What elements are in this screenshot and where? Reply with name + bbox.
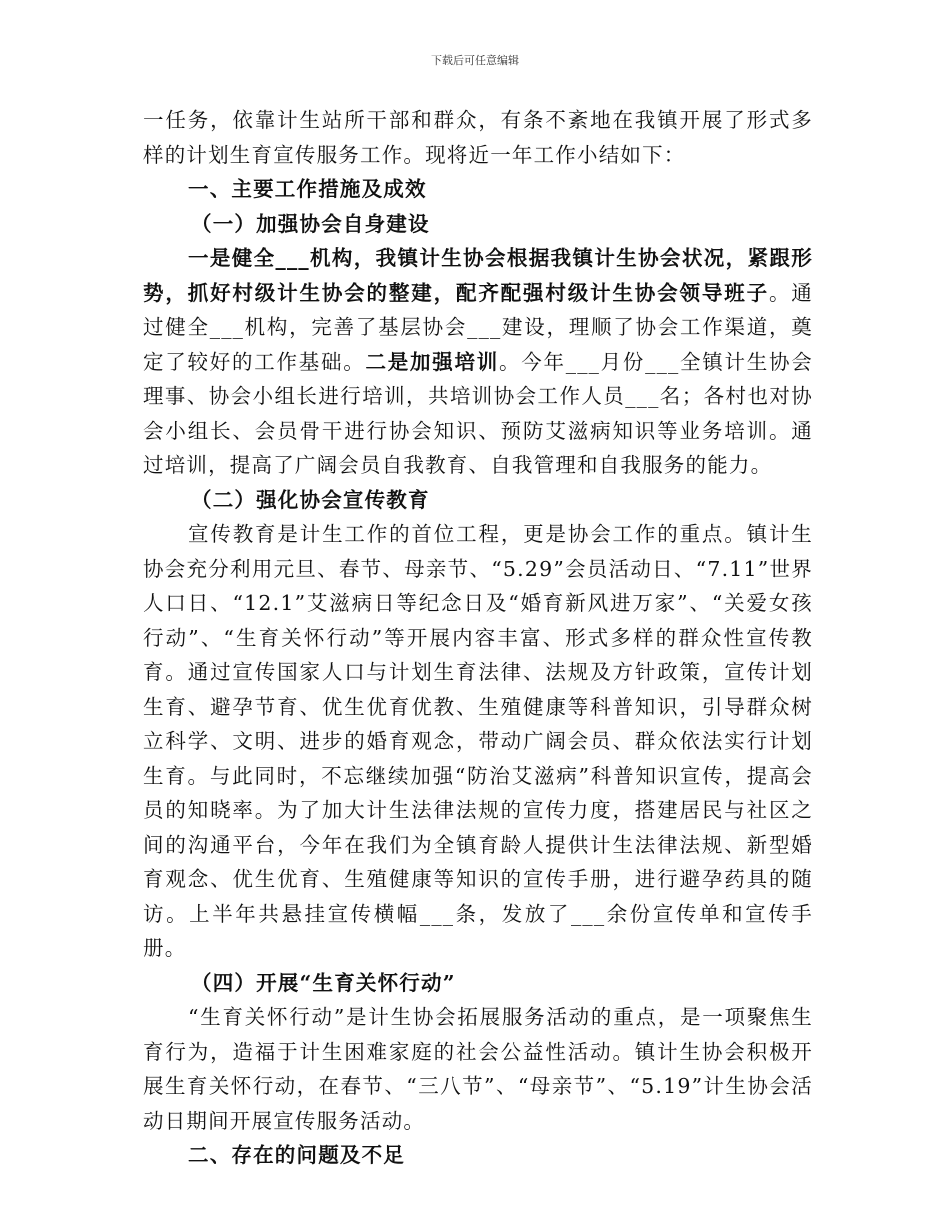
document-body	[143, 103, 813, 1173]
bold-point-two: 二是加强培训	[365, 349, 499, 374]
paragraph-publicity: 宣传教育是计生工作的首位工程，更是协会工作的重点。镇计生协会充分利用元旦、春节、母亲节、“5.29”会员活动日、“7.11”世界人口日、“12.1”艾滋病日等纪念日及“婚育新风进万家”、“关爱女孩行动”、“生育关怀行动”等开展内容丰富、形式多样的群众性宣传教育。通过宣传国家人口与计划生育法律、法规及方针政策，宣传计划生育、避孕节育、优生优育优教、生殖健康等科普知识，引导群众树立科学、文明、进步的婚育观念，带动广阔会员、群众依法实行计划生育。与此同时，不忘继续加强“防治艾滋病”科普知识宣传，提高会员的知晓率。为了加大计生法律法规的宣传力度，搭建居民与社区之间的沟通平台，今年在我们为全镇育龄人提供计生法律法规、新型婚育观念、优生优育、生殖健康等知识的宣传手册，进行避孕药具的随访。上半年共悬挂宣传横幅___条，发放了___余份宣传单和宣传手册。	[143, 522, 813, 960]
heading-main-measures: 一、主要工作措施及成效	[188, 177, 427, 201]
subheading-care-action: （四）开展“生育关怀行动”	[191, 970, 456, 995]
paragraph-intro: 一任务，依靠计生站所干部和群众，有条不紊地在我镇开展了形式多样的计划生育宣传服务工作。现将近一年工作小结如下：	[143, 108, 813, 167]
paragraph-care-action: “生育关怀行动”是计生协会拓展服务活动的重点，是一项聚焦生育行为，造福于计生困难家庭的社会公益性活动。镇计生协会积极开展生育关怀行动，在春节、“三八节”、“母亲节”、“5.19”计生协会活动日期间开展宣传服务活动。	[143, 1005, 813, 1133]
paragraph-organization	[143, 241, 813, 483]
subheading-self-construction: （一）加强协会自身建设	[191, 211, 430, 236]
heading-problems: 二、存在的问题及不足	[188, 1143, 405, 1167]
subheading-publicity: （二）强化协会宣传教育	[191, 487, 430, 512]
bold-point-one: 一是健全___机构，我镇计生协会根据我镇计生协会状况，紧跟形势，抓好村级计生协会的整建，配齐配强村级计生协会领导班子	[143, 246, 813, 305]
text-point-two: 。今年___月份___全镇计生协会理事、协会小组长进行培训，共培训协会工作人员___名；各村也对协会小组长、会员骨干进行协会知识、预防艾滋病知识等业务培训。通过培训，提高了广阔会员自我教育、自我管理和自我服务的能力。	[143, 349, 813, 477]
page-header: 下载后可任意编辑	[431, 54, 519, 67]
text-point-one: 。通过健全___机构，完善了基层协会___建设，理顺了协会工作渠道，奠定了较好的工作基础。	[143, 280, 813, 374]
